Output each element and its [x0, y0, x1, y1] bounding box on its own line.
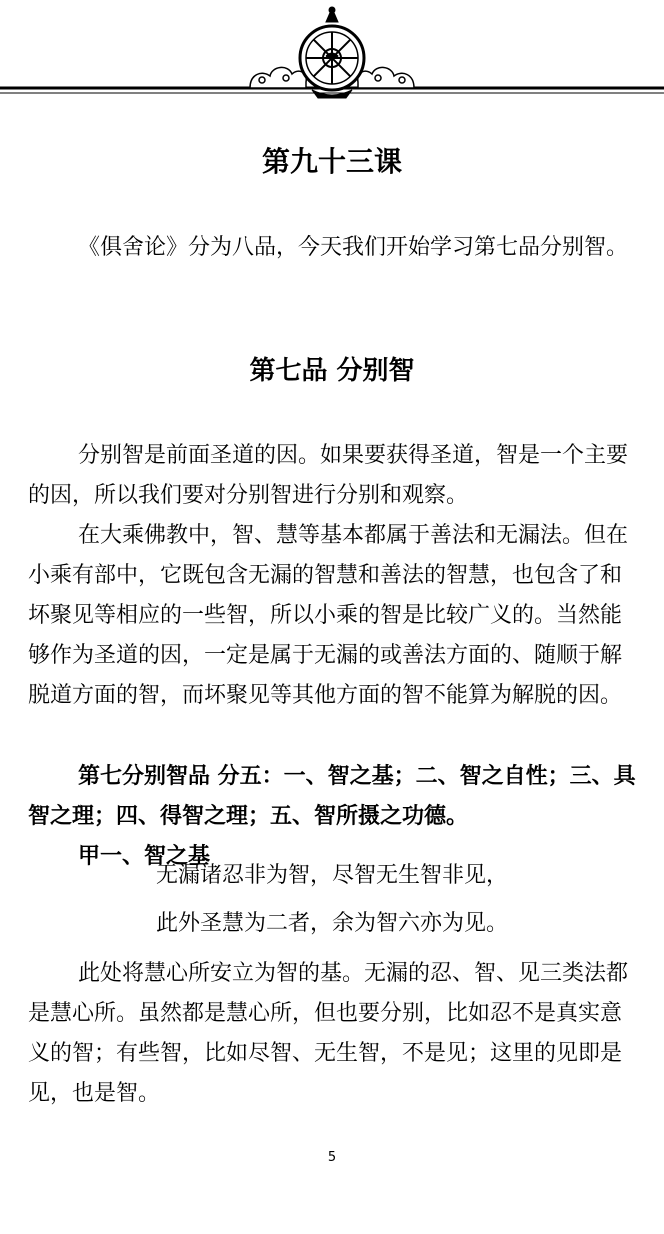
- dharma-wheel-header-ornament: [0, 0, 664, 110]
- outline-heading: 第七分别智品 分五：一、智之基；二、智之自性；三、具智之理；四、得智之理；五、智所摄之功德。: [28, 763, 636, 829]
- cloud-right-icon: [358, 67, 414, 88]
- dharma-wheel-icon: [300, 7, 364, 98]
- cloud-left-icon: [250, 67, 306, 88]
- lesson-title: 第九十三课: [261, 145, 402, 178]
- commentary-paragraph: 此处将慧心所安立为智的基。无漏的忍、智、见三类法都是慧心所。虽然都是慧心所，但也要分别，比如忍不是真实意义的智；有些智，比如尽智、无生智，不是见；这里的见即是见，也是智。: [28, 961, 629, 1106]
- paragraph-2: 在大乘佛教中，智、慧等基本都属于善法和无漏法。但在小乘有部中，它既包含无漏的智慧和善法的智慧，也包含了和坏聚见等相应的一些智，所以小乘的智是比较广义的。当然能够作为圣道的因，一定是属于无漏的或善法方面的、随顺于解脱道方面的智，而坏聚见等其他方面的智不能算为解脱的因。: [28, 523, 629, 708]
- page-number: 5: [327, 1150, 337, 1165]
- verse-line-2: 此外圣慧为二者，余为智六亦为见。: [155, 911, 508, 936]
- verse-line-1: 无漏诸忍非为智，尽智无生智非见，: [155, 863, 508, 888]
- intro-paragraph: 《俱舍论》分为八品，今天我们开始学习第七品分别智。: [78, 235, 629, 260]
- chapter-title: 第七品 分别智: [249, 356, 415, 386]
- section-heading: 甲一、智之基: [78, 843, 211, 869]
- paragraph-1: 分别智是前面圣道的因。如果要获得圣道，智是一个主要的因，所以我们要对分别智进行分别和观察。: [28, 443, 629, 508]
